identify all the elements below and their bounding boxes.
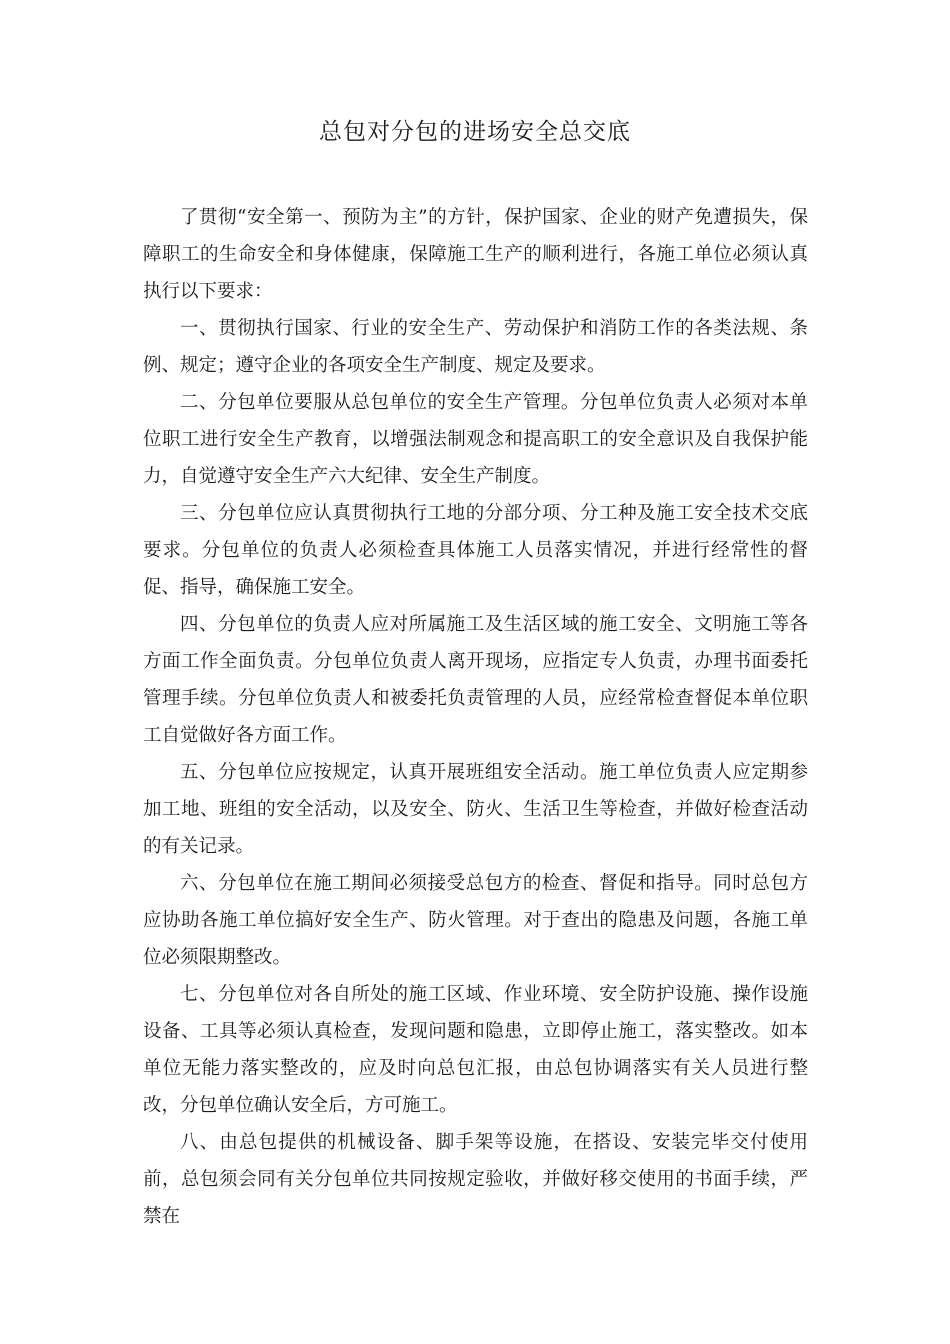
paragraph-item-1: 一、贯彻执行国家、行业的安全生产、劳动保护和消防工作的各类法规、条例、规定；遵守企业的各项安全生产制度、规定及要求。 [143, 318, 808, 376]
paragraph-item-5: 五、分包单位应按规定，认真开展班组安全活动。施工单位负责人应定期参加工地、班组的安全活动，以及安全、防火、生活卫生等检查，并做好检查活动的有关记录。 [143, 762, 808, 857]
document-title: 总包对分包的进场安全总交底 [319, 119, 631, 145]
paragraph-item-8: 八、由总包提供的机械设备、脚手架等设施，在搭设、安装完毕交付使用前，总包须会同有关分包单位共同按规定验收，并做好移交使用的书面手续，严禁在 [143, 1132, 808, 1227]
paragraph-item-2: 二、分包单位要服从总包单位的安全生产管理。分包单位负责人必须对本单位职工进行安全生产教育，以增强法制观念和提高职工的安全意识及自我保护能力，自觉遵守安全生产六大纪律、安全生产制度。 [143, 392, 808, 487]
paragraph-intro: 了贯彻“安全第一、预防为主”的方针，保护国家、企业的财产免遭损失，保障职工的生命安全和身体健康，保障施工生产的顺利进行，各施工单位必须认真执行以下要求： [143, 207, 808, 302]
paragraph-item-6: 六、分包单位在施工期间必须接受总包方的检查、督促和指导。同时总包方应协助各施工单位搞好安全生产、防火管理。对于查出的隐患及问题，各施工单位必须限期整改。 [143, 873, 808, 968]
paragraph-item-3: 三、分包单位应认真贯彻执行工地的分部分项、分工种及施工安全技术交底要求。分包单位的负责人必须检查具体施工人员落实情况，并进行经常性的督促、指导，确保施工安全。 [143, 503, 808, 598]
paragraph-item-4: 四、分包单位的负责人应对所属施工及生活区域的施工安全、文明施工等各方面工作全面负责。分包单位负责人离开现场，应指定专人负责，办理书面委托管理手续。分包单位负责人和被委托负责管理的人员，应经常检查督促本单位职工自觉做好各方面工作。 [143, 614, 808, 746]
document-body [143, 199, 808, 1235]
paragraph-item-7: 七、分包单位对各自所处的施工区域、作业环境、安全防护设施、操作设施设备、工具等必须认真检查，发现问题和隐患，立即停止施工，落实整改。如本单位无能力落实整改的，应及时向总包汇报，由总包协调落实有关人员进行整改，分包单位确认安全后，方可施工。 [143, 984, 808, 1116]
